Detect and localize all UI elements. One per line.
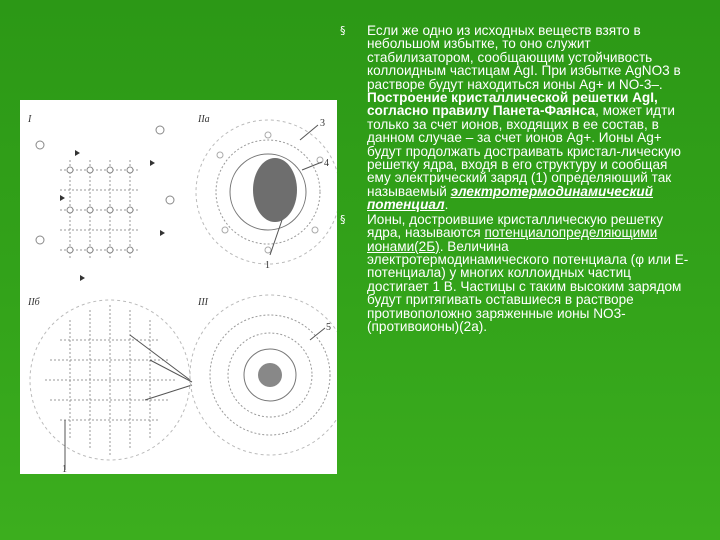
bullet-marker-2: § — [340, 212, 346, 226]
colloid-diagram — [20, 100, 337, 474]
bullet-1-period: . — [444, 197, 449, 213]
colloid-structure-figure — [20, 100, 337, 474]
inner-core — [258, 363, 282, 387]
bullet-1 — [340, 24, 690, 212]
panel-label-iib: IIб — [28, 297, 40, 308]
callout-1-upper: 1 — [265, 260, 270, 271]
callout-3: 3 — [320, 118, 325, 129]
potential-determining-ions: потенциалопределяющими ионами(2Б) — [367, 225, 658, 254]
panel-label-iia: IIa — [198, 114, 210, 125]
callout-1-lower: 1 — [62, 464, 67, 474]
callout-5: 5 — [326, 322, 331, 333]
bullet-marker-1: § — [340, 24, 346, 37]
bullet-1-continued: , может идти только за счет ионов, входящих в ее состав, в данном случае – за счет ионов Ag+. Ионы Ag+ будут продолжать достраивать кристал-лическую решетку ядра, входя в его структуру и сообщая ему электрический заряд (1) определяющий так называемый — [367, 103, 682, 199]
panel-label-i: I — [28, 114, 32, 125]
bullet-2-continued: . Величина электротермодинамического потенциала (φ или Е-потенциала) у многих коллоидных частиц достигает 1 В. Частицы с таким высоким зарядом будут притягивать оставшиеся в растворе противоположно заряженные ионы NO3-(противоионы)(2а). — [367, 238, 689, 334]
panel-label-iii: III — [198, 297, 208, 308]
panet-fajans-rule: Построение кристаллической решетки AgI, согласно правилу Панета-Фаянса — [367, 90, 658, 119]
callout-4: 4 — [324, 158, 329, 169]
micelle-panel-iib — [30, 300, 192, 474]
bullet-1-text: Если же одно из исходных веществ взято в небольшом избытке, то оно служит стабилизатором, сообщающим устойчивость коллоидным частицам AgI. При избытке AgNO3 в растворе будут находиться ионы Ag+ и NO-3–. — [367, 23, 681, 92]
bullet-2-text: Ионы, достроившие кристаллическую решетку ядра, называются — [367, 211, 664, 241]
bullet-2 — [340, 213, 690, 334]
micelle-panel-iia — [196, 118, 337, 271]
micelle-panel-iii — [190, 295, 337, 455]
text-column — [340, 24, 690, 333]
potential-term: электротермодинамический потенциал — [367, 183, 654, 213]
micelle-core — [253, 158, 297, 222]
